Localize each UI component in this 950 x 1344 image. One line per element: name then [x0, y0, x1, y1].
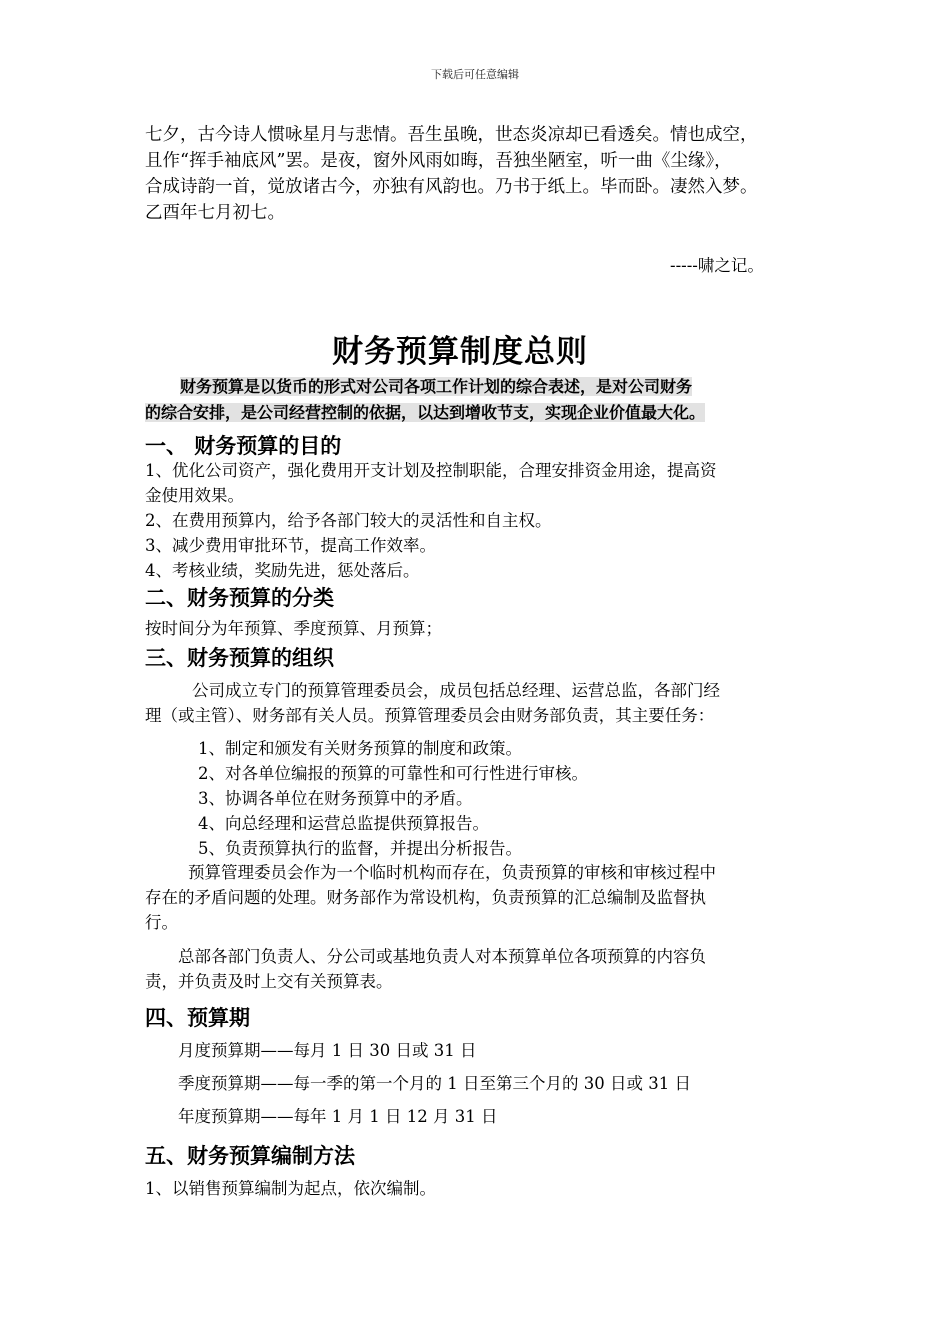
section-5-heading: 五、财务预算编制方法 [145, 1144, 355, 1168]
section-3-line: 存在的矛盾问题的处理。财务部作为常设机构，负责预算的汇总编制及监督执 [145, 888, 706, 907]
section-3-heading: 三、财务预算的组织 [145, 646, 334, 670]
section-1-line: 金使用效果。 [145, 486, 244, 505]
preface-line: 七夕，古今诗人惯咏星月与悲情。吾生虽晚，世态炎凉却已看透矣。情也成空， [145, 125, 758, 145]
preface-line: 乙酉年七月初七。 [145, 203, 285, 223]
section-1-line: 1、优化公司资产，强化费用开支计划及控制职能，合理安排资金用途，提高资 [145, 461, 717, 480]
intro-line-1: 财务预算是以货币的形式对公司各项工作计划的综合表述，是对公司财务 [180, 377, 693, 396]
section-1-heading: 一、 财务预算的目的 [145, 434, 342, 458]
section-3-list-item: 3、协调各单位在财务预算中的矛盾。 [198, 789, 473, 808]
section-3-line: 行。 [145, 913, 178, 932]
section-3-line: 公司成立专门的预算管理委员会，成员包括总经理、运营总监，各部门经 [192, 681, 720, 700]
section-3-list-item: 5、负责预算执行的监督，并提出分析报告。 [198, 839, 522, 858]
section-3-list-item: 2、对各单位编报的预算的可靠性和可行性进行审核。 [198, 764, 588, 783]
section-5-line: 1、以销售预算编制为起点，依次编制。 [145, 1179, 436, 1198]
section-3-line: 总部各部门负责人、分公司或基地负责人对本预算单位各项预算的内容负 [178, 947, 706, 966]
section-4-heading: 四、预算期 [145, 1006, 250, 1030]
section-3-list-item: 4、向总经理和运营总监提供预算报告。 [198, 814, 489, 833]
document-title: 财务预算制度总则 [332, 334, 588, 370]
section-2-line: 按时间分为年预算、季度预算、月预算； [145, 619, 442, 638]
section-4-line: 月度预算期——每月 1 日 30 日或 31 日 [178, 1041, 477, 1060]
section-1-line: 3、减少费用审批环节，提高工作效率。 [145, 536, 436, 555]
section-4-line: 季度预算期——每一季的第一个月的 1 日至第三个月的 30 日或 31 日 [178, 1074, 691, 1093]
section-1-line: 4、考核业绩，奖励先进，惩处落后。 [145, 561, 420, 580]
section-3-line: 责，并负责及时上交有关预算表。 [145, 972, 393, 991]
preface-signature: -----啸之记。 [670, 256, 764, 275]
page-header: 下载后可任意编辑 [431, 68, 519, 81]
preface-line: 且作“挥手袖底风”罢。是夜，窗外风雨如晦，吾独坐陋室，听一曲《尘缘》， [145, 151, 732, 171]
section-1-line: 2、在费用预算内，给予各部门较大的灵活性和自主权。 [145, 511, 552, 530]
section-2-heading: 二、财务预算的分类 [145, 586, 334, 610]
preface-line: 合成诗韵一首，觉放诸古今，亦独有风韵也。乃书于纸上。毕而卧。凄然入梦。 [145, 177, 758, 197]
section-3-line: 理（或主管）、财务部有关人员。预算管理委员会由财务部负责，其主要任务： [145, 706, 715, 725]
section-3-line: 预算管理委员会作为一个临时机构而存在，负责预算的审核和审核过程中 [188, 863, 716, 882]
section-3-list-item: 1、制定和颁发有关财务预算的制度和政策。 [198, 739, 522, 758]
intro-line-2: 的综合安排，是公司经营控制的依据，以达到增收节支，实现企业价值最大化。 [145, 403, 706, 422]
section-4-line: 年度预算期——每年 1 月 1 日 12 月 31 日 [178, 1107, 498, 1126]
